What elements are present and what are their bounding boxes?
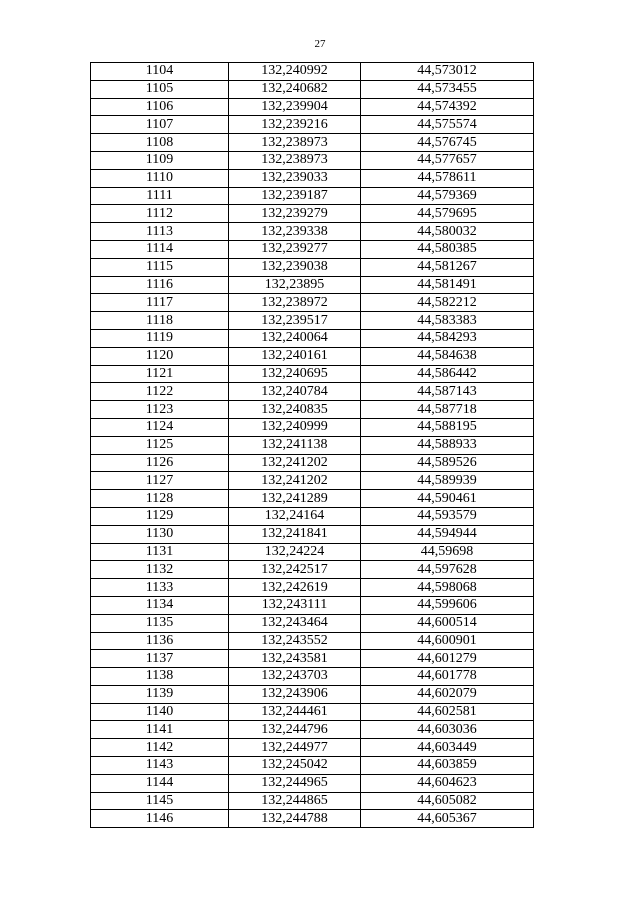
point-number-cell: 1107 (91, 116, 229, 134)
x-coordinate-cell: 132,24224 (229, 543, 361, 561)
point-number-cell: 1138 (91, 668, 229, 686)
table-row (91, 757, 534, 775)
point-number-cell: 1130 (91, 525, 229, 543)
x-coordinate-cell: 132,239517 (229, 312, 361, 330)
table-row (91, 579, 534, 597)
table-row (91, 294, 534, 312)
x-coordinate-cell: 132,241202 (229, 472, 361, 490)
x-coordinate-cell: 132,240695 (229, 365, 361, 383)
point-number-cell: 1104 (91, 63, 229, 81)
point-number-cell: 1119 (91, 329, 229, 347)
point-number-cell: 1127 (91, 472, 229, 490)
table-row (91, 240, 534, 258)
point-number-cell: 1110 (91, 169, 229, 187)
page-number: 27 (314, 38, 326, 50)
table-row (91, 668, 534, 686)
table-row (91, 525, 534, 543)
y-coordinate-cell: 44,574392 (361, 98, 534, 116)
point-number-cell: 1137 (91, 650, 229, 668)
y-coordinate-cell: 44,600901 (361, 632, 534, 650)
table-row (91, 774, 534, 792)
y-coordinate-cell: 44,602581 (361, 703, 534, 721)
table-row (91, 169, 534, 187)
table-row (91, 312, 534, 330)
point-number-cell: 1133 (91, 579, 229, 597)
table-row (91, 454, 534, 472)
table-row (91, 151, 534, 169)
y-coordinate-cell: 44,586442 (361, 365, 534, 383)
table-row (91, 721, 534, 739)
x-coordinate-cell: 132,240682 (229, 80, 361, 98)
table-row (91, 632, 534, 650)
point-number-cell: 1142 (91, 739, 229, 757)
y-coordinate-cell: 44,573455 (361, 80, 534, 98)
point-number-cell: 1124 (91, 418, 229, 436)
table-row (91, 739, 534, 757)
x-coordinate-cell: 132,240784 (229, 383, 361, 401)
point-number-cell: 1122 (91, 383, 229, 401)
y-coordinate-cell: 44,580032 (361, 223, 534, 241)
y-coordinate-cell: 44,601279 (361, 650, 534, 668)
x-coordinate-cell: 132,239038 (229, 258, 361, 276)
point-number-cell: 1113 (91, 223, 229, 241)
point-number-cell: 1126 (91, 454, 229, 472)
point-number-cell: 1105 (91, 80, 229, 98)
point-number-cell: 1109 (91, 151, 229, 169)
y-coordinate-cell: 44,602079 (361, 685, 534, 703)
table-row (91, 258, 534, 276)
y-coordinate-cell: 44,600514 (361, 614, 534, 632)
x-coordinate-cell: 132,240161 (229, 347, 361, 365)
y-coordinate-cell: 44,577657 (361, 151, 534, 169)
x-coordinate-cell: 132,243552 (229, 632, 361, 650)
x-coordinate-cell: 132,243703 (229, 668, 361, 686)
y-coordinate-cell: 44,599606 (361, 596, 534, 614)
y-coordinate-cell: 44,583383 (361, 312, 534, 330)
point-number-cell: 1129 (91, 507, 229, 525)
x-coordinate-cell: 132,240999 (229, 418, 361, 436)
y-coordinate-cell: 44,587143 (361, 383, 534, 401)
x-coordinate-cell: 132,241138 (229, 436, 361, 454)
point-number-cell: 1146 (91, 810, 229, 828)
y-coordinate-cell: 44,575574 (361, 116, 534, 134)
y-coordinate-cell: 44,594944 (361, 525, 534, 543)
y-coordinate-cell: 44,579695 (361, 205, 534, 223)
y-coordinate-cell: 44,593579 (361, 507, 534, 525)
point-number-cell: 1125 (91, 436, 229, 454)
x-coordinate-cell: 132,244788 (229, 810, 361, 828)
x-coordinate-cell: 132,241202 (229, 454, 361, 472)
table-row (91, 116, 534, 134)
x-coordinate-cell: 132,242517 (229, 561, 361, 579)
y-coordinate-cell: 44,588933 (361, 436, 534, 454)
x-coordinate-cell: 132,239277 (229, 240, 361, 258)
y-coordinate-cell: 44,584638 (361, 347, 534, 365)
table-row (91, 205, 534, 223)
point-number-cell: 1115 (91, 258, 229, 276)
y-coordinate-cell: 44,589939 (361, 472, 534, 490)
y-coordinate-cell: 44,597628 (361, 561, 534, 579)
x-coordinate-cell: 132,240835 (229, 401, 361, 419)
x-coordinate-cell: 132,244796 (229, 721, 361, 739)
y-coordinate-cell: 44,578611 (361, 169, 534, 187)
y-coordinate-cell: 44,580385 (361, 240, 534, 258)
x-coordinate-cell: 132,243906 (229, 685, 361, 703)
table-row (91, 276, 534, 294)
y-coordinate-cell: 44,581491 (361, 276, 534, 294)
y-coordinate-cell: 44,589526 (361, 454, 534, 472)
y-coordinate-cell: 44,588195 (361, 418, 534, 436)
x-coordinate-cell: 132,239216 (229, 116, 361, 134)
x-coordinate-cell: 132,240992 (229, 63, 361, 81)
table-row (91, 703, 534, 721)
x-coordinate-cell: 132,23895 (229, 276, 361, 294)
x-coordinate-cell: 132,238973 (229, 134, 361, 152)
x-coordinate-cell: 132,243581 (229, 650, 361, 668)
table-row (91, 223, 534, 241)
x-coordinate-cell: 132,244461 (229, 703, 361, 721)
y-coordinate-cell: 44,603859 (361, 757, 534, 775)
y-coordinate-cell: 44,590461 (361, 490, 534, 508)
point-number-cell: 1145 (91, 792, 229, 810)
table-row (91, 596, 534, 614)
x-coordinate-cell: 132,238972 (229, 294, 361, 312)
x-coordinate-cell: 132,241841 (229, 525, 361, 543)
y-coordinate-cell: 44,604623 (361, 774, 534, 792)
table-row (91, 187, 534, 205)
point-number-cell: 1112 (91, 205, 229, 223)
y-coordinate-cell: 44,573012 (361, 63, 534, 81)
point-number-cell: 1118 (91, 312, 229, 330)
x-coordinate-cell: 132,243111 (229, 596, 361, 614)
table-row (91, 650, 534, 668)
y-coordinate-cell: 44,605082 (361, 792, 534, 810)
table-row (91, 98, 534, 116)
point-number-cell: 1134 (91, 596, 229, 614)
point-number-cell: 1139 (91, 685, 229, 703)
point-number-cell: 1140 (91, 703, 229, 721)
x-coordinate-cell: 132,238973 (229, 151, 361, 169)
x-coordinate-cell: 132,240064 (229, 329, 361, 347)
x-coordinate-cell: 132,239033 (229, 169, 361, 187)
x-coordinate-cell: 132,244977 (229, 739, 361, 757)
table-row (91, 507, 534, 525)
y-coordinate-cell: 44,579369 (361, 187, 534, 205)
y-coordinate-cell: 44,601778 (361, 668, 534, 686)
x-coordinate-cell: 132,239279 (229, 205, 361, 223)
point-number-cell: 1143 (91, 757, 229, 775)
x-coordinate-cell: 132,239187 (229, 187, 361, 205)
table-row (91, 561, 534, 579)
coordinates-table-body (91, 63, 534, 828)
table-row (91, 80, 534, 98)
y-coordinate-cell: 44,598068 (361, 579, 534, 597)
y-coordinate-cell: 44,576745 (361, 134, 534, 152)
table-row (91, 329, 534, 347)
point-number-cell: 1114 (91, 240, 229, 258)
x-coordinate-cell: 132,239338 (229, 223, 361, 241)
table-row (91, 614, 534, 632)
y-coordinate-cell: 44,605367 (361, 810, 534, 828)
table-row (91, 347, 534, 365)
x-coordinate-cell: 132,24164 (229, 507, 361, 525)
coordinates-table (90, 62, 534, 828)
table-row (91, 63, 534, 81)
point-number-cell: 1108 (91, 134, 229, 152)
table-row (91, 383, 534, 401)
x-coordinate-cell: 132,244965 (229, 774, 361, 792)
y-coordinate-cell: 44,587718 (361, 401, 534, 419)
point-number-cell: 1132 (91, 561, 229, 579)
x-coordinate-cell: 132,241289 (229, 490, 361, 508)
point-number-cell: 1111 (91, 187, 229, 205)
table-row (91, 436, 534, 454)
table-row (91, 490, 534, 508)
table-row (91, 401, 534, 419)
point-number-cell: 1136 (91, 632, 229, 650)
point-number-cell: 1116 (91, 276, 229, 294)
y-coordinate-cell: 44,581267 (361, 258, 534, 276)
point-number-cell: 1128 (91, 490, 229, 508)
x-coordinate-cell: 132,239904 (229, 98, 361, 116)
x-coordinate-cell: 132,245042 (229, 757, 361, 775)
x-coordinate-cell: 132,243464 (229, 614, 361, 632)
point-number-cell: 1131 (91, 543, 229, 561)
x-coordinate-cell: 132,244865 (229, 792, 361, 810)
point-number-cell: 1123 (91, 401, 229, 419)
point-number-cell: 1121 (91, 365, 229, 383)
point-number-cell: 1141 (91, 721, 229, 739)
table-row (91, 685, 534, 703)
table-row (91, 543, 534, 561)
point-number-cell: 1106 (91, 98, 229, 116)
y-coordinate-cell: 44,603036 (361, 721, 534, 739)
table-row (91, 472, 534, 490)
table-row (91, 810, 534, 828)
y-coordinate-cell: 44,584293 (361, 329, 534, 347)
y-coordinate-cell: 44,582212 (361, 294, 534, 312)
y-coordinate-cell: 44,603449 (361, 739, 534, 757)
point-number-cell: 1135 (91, 614, 229, 632)
point-number-cell: 1120 (91, 347, 229, 365)
table-row (91, 134, 534, 152)
table-row (91, 792, 534, 810)
point-number-cell: 1117 (91, 294, 229, 312)
table-row (91, 418, 534, 436)
x-coordinate-cell: 132,242619 (229, 579, 361, 597)
table-row (91, 365, 534, 383)
point-number-cell: 1144 (91, 774, 229, 792)
y-coordinate-cell: 44,59698 (361, 543, 534, 561)
